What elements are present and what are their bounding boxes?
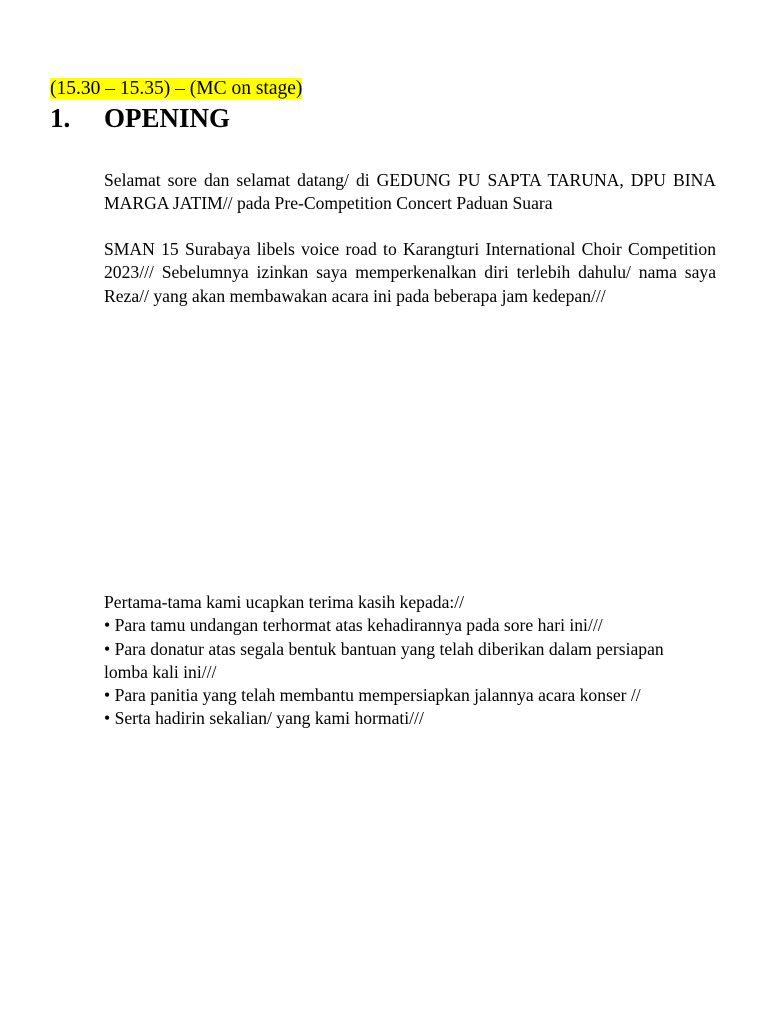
time-slot-highlight: (15.30 – 15.35) – (MC on stage) [50, 78, 303, 99]
section-heading [50, 101, 230, 135]
welcome-paragraph [104, 169, 716, 216]
intro-text: SMAN 15 Surabaya libels voice road to Karangturi International Choir Competition 2023/// Sebelumnya izinkan saya memperkenalkan diri terlebih dahulu/ nama saya Reza// yang akan membawakan acara ini pada beberapa jam kedepan/// [104, 239, 716, 306]
list-item: • Para panitia yang telah membantu mempersiapkan jalannya acara konser // [104, 684, 704, 707]
list-item: • Para tamu undangan terhormat atas kehadirannya pada sore hari ini/// [104, 614, 704, 637]
thanks-list [104, 614, 704, 730]
thanks-section [104, 591, 704, 731]
welcome-text: Selamat sore dan selamat datang/ di GEDUNG PU SAPTA TARUNA, DPU BINA MARGA JATIM// pada Pre-Competition Concert Paduan Suara [104, 170, 716, 214]
time-slot-label [50, 77, 302, 100]
list-item: • Serta hadirin sekalian/ yang kami hormati/// [104, 707, 704, 730]
intro-paragraph [104, 238, 716, 308]
section-number: 1. [50, 103, 71, 133]
thanks-intro: Pertama-tama kami ucapkan terima kasih kepada:// [104, 592, 465, 612]
section-title: OPENING [104, 103, 231, 133]
list-item: • Para donatur atas segala bentuk bantuan yang telah diberikan dalam persiapan lomba kali ini/// [104, 638, 704, 685]
